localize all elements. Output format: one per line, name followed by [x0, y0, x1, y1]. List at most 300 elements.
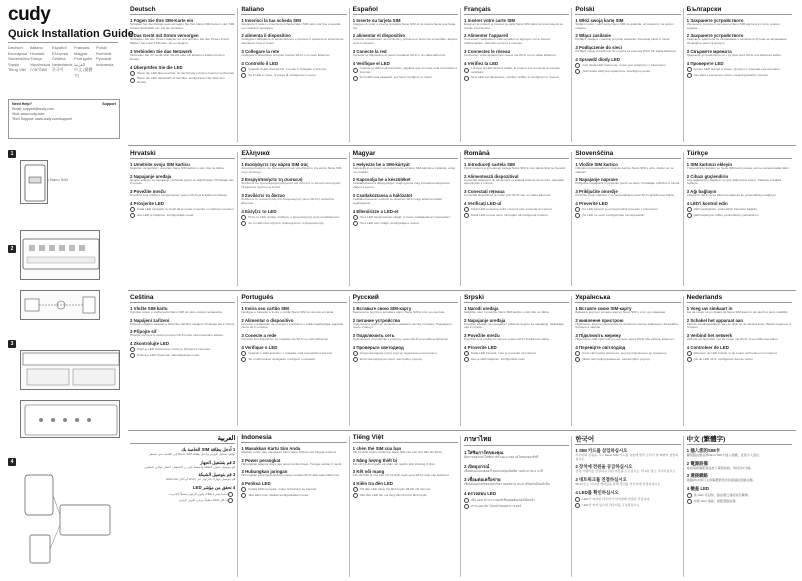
step-title: 3 Подключить сеть: [352, 333, 395, 339]
language-heading-rule: [464, 158, 569, 159]
language-heading: 中文 (繁體字): [686, 436, 726, 443]
language-row: [8, 67, 120, 78]
support-email[interactable]: Email: support@cudy.com: [12, 107, 54, 111]
language-heading: Tiếng Việt: [352, 434, 384, 441]
led-indicator-icon: [353, 68, 358, 73]
language-column: [575, 6, 680, 144]
step-text: Kết nối thiết bị của bạn với bộ định tuyến qua Wi-Fi hoặc cáp Ethernet.: [352, 473, 450, 478]
step-text: Verbinden Sie Ihr Gerät über WLAN oder ein Ethernet-Kabel mit dem Router.: [130, 53, 225, 62]
language-heading-rule: [130, 14, 235, 15]
led-indicator-icon: [687, 67, 692, 72]
led-status-row: [464, 207, 569, 212]
step-text: قم بتوصيل محول الطاقة واضغط على زر التشغيل. انتظر حوالي دقيقتين.: [143, 464, 236, 469]
led-status-text: Pokud je LED zhasnutá, nakonfigurujte router.: [137, 352, 201, 357]
step-title: 3 Collegare la rete: [241, 49, 280, 55]
led-indicator-icon: [687, 499, 692, 504]
led-status-row: [687, 493, 792, 498]
led-status-row: [464, 351, 569, 356]
led-status-row: [353, 357, 458, 362]
step-title: 3 Ağı bağlayın: [686, 189, 717, 195]
language-heading: Türkçe: [686, 150, 708, 157]
led-status-text: Dacă LED-ul este stins, vă rugăm să configurați routerul.: [471, 212, 549, 217]
step-title: 2 alimenta il dispositivo: [241, 33, 291, 39]
language-heading-rule: [687, 444, 792, 445]
led-indicator-icon: [353, 357, 358, 362]
section-divider-3: [128, 430, 796, 431]
led-status-row: [241, 221, 346, 226]
led-indicator-icon: [575, 503, 580, 508]
step-title: 4 LED'i kontrol edin: [686, 201, 728, 207]
step-title: 3 Συνδέστε το δίκτυο: [241, 193, 285, 199]
led-status-row: [130, 492, 235, 497]
step-text: Conectați adaptorul de alimentare și apăsați butonul de pornire. Așteptați aproximativ 2 minute.: [464, 177, 564, 186]
router-led-icon: [21, 401, 121, 439]
step-text: Zet de router uit en plaats de Nano SIM-kaart in de sleuf tot deze vastklikt.: [686, 309, 789, 314]
language-name: [96, 67, 118, 78]
language-name: Indonesia: [96, 61, 114, 67]
language-name: Magyar: [74, 50, 88, 56]
led-status-text: Nếu đèn LED tắt, vui lòng cấu hình bộ định tuyến.: [359, 492, 428, 497]
step-marker-4: 4: [8, 458, 16, 466]
step-text: Απενεργοποιήστε τον δρομολογητή και τοποθετήστε την κάρτα Nano SIM στην υποδοχή.: [241, 165, 342, 174]
led-status-text: Se o LED estiver desligado, configure o roteador.: [248, 356, 316, 361]
step-text: 關閉路由器並將Nano SIM卡插入插槽，直到卡入到位。: [686, 452, 763, 457]
language-column: [353, 434, 458, 579]
step-text: Kết nối bộ đổi nguồn và nhấn nút nguồn. Đợi khoảng 2 phút.: [352, 461, 436, 466]
language-name: Русский: [96, 56, 111, 61]
language-column: [353, 294, 458, 428]
language-heading: Hrvatski: [130, 150, 156, 157]
step-title: 4 Überprüfen Sie die LED: [130, 65, 183, 71]
step-title: 3 Povežite mrežu: [464, 333, 500, 339]
step-text: Spegnere il router e inserire la scheda Nano SIM nello slot fino a quando non scatta in posizione.: [241, 21, 341, 30]
led-status-row: [687, 67, 792, 72]
language-name: ภาษาไทย: [30, 67, 47, 72]
step-title: 1 Insira seu cartão SIM: [241, 305, 289, 311]
led-status-text: إذا كان LED مطفأ، يرجى تكوين الراوتر.: [177, 497, 229, 502]
language-column: [353, 6, 458, 144]
step-title: 2 قم بتشغيل الجهاز: [200, 459, 236, 465]
language-heading-rule: [464, 14, 569, 15]
language-heading-rule: [353, 442, 458, 443]
step-text: Collegare l'adattatore di alimentazione e premere il pulsante di accensione. Attendere circa 2 minuti.: [241, 37, 345, 46]
led-status-row: [241, 215, 346, 220]
step-title: 4 Ελέγξτε το LED: [241, 209, 277, 215]
step-title: 3 เชื่อมต่อเครือข่าย: [464, 477, 501, 483]
led-status-row: [575, 207, 680, 212]
led-status-row: [241, 357, 346, 362]
step-title: 2 Alimentar o dispositivo: [241, 317, 294, 323]
step-text: Povežite adapter za napajanje i pritisnite dugme za napajanje. Sačekajte oko 2 minuta.: [464, 321, 564, 330]
language-column: [130, 6, 235, 144]
led-status-row: [130, 498, 235, 503]
step-text: 通過Wi-Fi或以太網電纜將您的設備連接到路由器。: [686, 478, 756, 483]
language-heading: Indonesia: [241, 434, 272, 441]
step-title: 2 Ενεργοποιήστε τη συσκευή: [241, 177, 303, 183]
led-indicator-icon: [353, 215, 358, 220]
step-text: Conecte su dispositivo al router mediante Wi-Fi o un cable Ethernet.: [352, 53, 447, 58]
column-divider: [571, 436, 572, 577]
language-heading: Português: [241, 294, 274, 301]
step-text: أوقف تشغيل الراوتر وأدخل بطاقة Nano SIM في الفتحة حتى تستقر.: [148, 451, 236, 456]
led-status-text: Ako je LED isključen, konfigurišite ruter.: [471, 356, 526, 361]
language-heading: Srpski: [464, 294, 484, 301]
led-status-text: Όταν το LED ανάψει σταθερά, ο δρομολογητής είναι συνδεδεμένος.: [248, 214, 341, 219]
led-status-text: Jika LED mati, silakan konfigurasikan router.: [248, 492, 310, 497]
router-sim-icon: [21, 161, 49, 205]
led-status-text: Quando il LED diventa blu, il router è collegato a Internet.: [248, 66, 327, 71]
language-column: [575, 150, 680, 288]
led-status-text: Wanneer de LED brandt, is de router verbonden met internet.: [693, 350, 778, 355]
step-title: 4 Periksa LED: [241, 481, 271, 487]
column-divider: [683, 296, 684, 426]
step-text: Podłącz zasilacz i naciśnij przycisk zasilania. Poczekaj około 2 minut.: [575, 37, 671, 42]
step-title: 1 ใส่ซิมการ์ดของคุณ: [464, 449, 504, 455]
led-indicator-icon: [241, 67, 246, 72]
language-heading: Ελληνικά: [241, 150, 270, 157]
led-status-text: Ako LED je isključen, konfigurirajte router.: [137, 212, 195, 217]
step-text: Vypněte router a vložte kartu Nano SIM do slotu, dokud nezapadne.: [130, 309, 223, 314]
step-title: 3 Hubungkan jaringan: [241, 469, 288, 475]
step-title: 4 Verificați LED-ul: [464, 201, 502, 207]
language-column: [464, 434, 569, 579]
step-title: 3 Csatlakoztassa a hálózatot: [352, 193, 413, 199]
title-divider: [8, 42, 118, 43]
step-text: Wyłącz router i włóż kartę Nano SIM do gniazda, aż zaskoczy na swoim miejscu.: [575, 21, 674, 30]
step-text: เชื่อมต่ออุปกรณ์ของคุณกับเราเตอร์ผ่าน Wi-Fi หรือสายอีเธอร์เน็ต: [464, 482, 550, 487]
led-status-row: [575, 497, 680, 502]
language-column: [241, 294, 346, 428]
step-text: เชื่อมต่ออะแดปเตอร์ไฟและกดปุ่มเปิดปิด รอประมาณ 2 นาที: [464, 468, 543, 473]
language-heading: Русский: [352, 294, 379, 301]
language-column: [464, 294, 569, 428]
led-indicator-icon: [130, 213, 135, 218]
step-text: Изключете рутера и поставете Nano SIM картата в слота, докато щракне.: [686, 21, 780, 30]
led-status-text: Ketika LED menyala, router terhubung ke internet.: [248, 486, 318, 491]
led-status-row: [353, 493, 458, 498]
step-text: قم بتوصيل جهازك بالراوتر عبر Wi-Fi أو كابل Ethernet.: [165, 477, 236, 482]
led-status-row: [130, 353, 235, 358]
brand-logo: cudy: [8, 4, 51, 25]
step-text: Připojte zařízení k routeru pomocí Wi-Fi nebo ethernetového kabelu.: [130, 333, 224, 338]
language-heading-rule: [130, 302, 235, 303]
led-status-text: Quando o LED acender, o roteador está conectado à internet.: [248, 350, 333, 355]
step-title: 2 Alimenter l'appareil: [464, 33, 509, 39]
led-status-text: Kada LED zasvetli, ruter je povezan na internet.: [471, 350, 537, 355]
column-divider: [237, 152, 238, 286]
step-title: 2 Power perangkat: [241, 457, 281, 463]
step-title: 1 SIM 카드를 삽입하십시오: [575, 447, 628, 453]
step-text: Csatlakoztassa a tápegységet, majd nyomja meg a bekapcsológombot. Várjon 2 percet.: [352, 181, 451, 190]
language-name: Română: [96, 50, 112, 56]
language-heading-rule: [575, 14, 680, 15]
led-status-row: [241, 73, 346, 78]
led-indicator-icon: [575, 357, 580, 362]
step-title: 2 Das Gerät mit Strom versorgen: [130, 33, 199, 39]
step-title: 1 Narodi uređaja: [464, 305, 499, 311]
language-heading-rule: [687, 302, 792, 303]
led-indicator-icon: [130, 71, 135, 76]
step-title: 3 Conecte la red: [352, 49, 387, 55]
led-indicator-icon: [687, 207, 692, 212]
step-text: Schließen Sie den Power-Adapter an und drücken Sie den Power-Knopf. Warten Sie etwa 2 Minuten, bis es beginnt.: [130, 37, 230, 46]
led-status-row: [353, 76, 458, 81]
language-name: Nederlands: [52, 61, 73, 67]
step-title: 2 Cihazı güçlendirin: [686, 173, 729, 179]
led-status-row: [353, 221, 458, 226]
step-title: 3 Povežite mrežu: [130, 189, 166, 195]
language-heading: Română: [464, 150, 490, 157]
led-status-text: Когда светодиод горит, роутер подключен к интернету.: [359, 350, 438, 355]
led-indicator-icon: [241, 357, 246, 362]
led-indicator-icon: [353, 487, 358, 492]
language-heading-rule: [687, 158, 792, 159]
language-name: 한국어: [52, 67, 64, 72]
step-title: 4 Zkontrolujte LED: [130, 341, 170, 347]
led-indicator-icon: [575, 213, 580, 218]
led-status-text: Se il LED è rosso, si prega di configurare il router.: [248, 72, 317, 77]
language-column: [241, 150, 346, 288]
led-indicator-icon: [464, 68, 469, 73]
led-indicator-icon: [130, 347, 135, 352]
step-title: 1 Helyezze be a SIM-kártyát: [352, 161, 410, 167]
step-text: Povežite svoj uređaj s usmjerivačem putem Wi-Fi-ja ili Ethernet kabela.: [130, 193, 228, 198]
language-column: [130, 150, 235, 288]
column-divider: [460, 296, 461, 426]
step-title: 1 Voeg uw simkaart in: [686, 305, 733, 311]
step-text: Connectez votre appareil au routeur via Wi-Fi ou un câble Ethernet.: [464, 53, 557, 58]
led-status-text: 當 LED 亮起時，路由器已連接到互聯網。: [693, 492, 751, 497]
led-status-text: เมื่อ LED สว่าง เราเตอร์เชื่อมต่ออินเทอร์เน็ตแล้ว: [471, 497, 535, 502]
column-divider: [349, 296, 350, 426]
step-title: 3 قم بتوصيل الشبكة: [198, 472, 236, 478]
led-status-text: Когато LED светне в синьо, рутерът е свързан към интернет.: [693, 66, 781, 71]
step-title: 3 Verbinden Sie das Netzwerk: [130, 49, 192, 55]
step-text: Opriți routerul și introduceți cartela Nano SIM în slot până când se fixează.: [464, 165, 566, 170]
language-heading: Українська: [575, 294, 611, 301]
router-label-illustration: [20, 350, 120, 390]
language-heading: العربية: [217, 435, 236, 442]
language-name: Slovenščina: [8, 56, 30, 61]
column-divider: [460, 436, 461, 577]
led-status-text: Ако LED е изключен, моля, конфигурирайте рутера.: [693, 72, 769, 77]
step-text: Güç adaptörünü bağlayın ve güç düğmesine basın. Yaklaşık 2 dakika bekleyin.: [686, 177, 782, 186]
led-status-text: Si el LED está apagado, por favor configure el router.: [359, 75, 433, 80]
language-heading-rule: [241, 442, 346, 443]
column-divider: [349, 152, 350, 286]
led-status-row: [353, 487, 458, 492]
language-heading: Español: [352, 6, 378, 13]
led-indicator-icon: [241, 73, 246, 78]
step-title: 1 Vložite SIM kartico: [575, 161, 618, 167]
language-column: [130, 294, 235, 428]
language-heading: Slovenščina: [575, 150, 614, 157]
led-status-text: LED yandığında, yönlendirici internete bağlıdır.: [693, 206, 758, 211]
language-heading-rule: [353, 302, 458, 303]
column-divider: [571, 152, 572, 286]
column-divider: [683, 152, 684, 286]
led-indicator-icon: [130, 78, 135, 83]
language-heading: Polski: [575, 6, 595, 13]
step-text: ปิดเราเตอร์และใส่ซิมการ์ด Nano SIM ลงในช่องจนเข้าที่: [464, 454, 539, 459]
step-title: 2 เปิดอุปกรณ์: [464, 463, 490, 469]
step-title: 2 장치에 전원을 공급하십시오: [575, 464, 633, 470]
language-name: Čeština: [52, 56, 66, 61]
led-status-row: [464, 213, 569, 218]
step-title: 4 Kiểm tra đèn LED: [352, 481, 393, 487]
step-text: Csatlakoztassa az eszközt a routerhez Wi-Fi vagy Ethernet kábel segítségével.: [352, 197, 442, 206]
led-indicator-icon: [464, 207, 469, 212]
led-status-row: [687, 73, 792, 78]
language-name: Български: [8, 50, 28, 56]
language-column: [464, 6, 569, 144]
step-title: 4 Provjerite LED: [130, 201, 164, 207]
led-status-row: [575, 213, 680, 218]
step-title: 1 Włóż swoją kartę SIM: [575, 17, 624, 23]
step-text: Вимкніть роутер і вставте картку Nano SIM у слот до клацання.: [575, 309, 666, 314]
led-status-row: [687, 207, 792, 212]
step-title: 1 أدخل بطاقة SIM الخاصة بك: [181, 446, 236, 452]
step-title: 3 Connectez le réseau: [464, 49, 511, 55]
language-name: Deutsch: [8, 45, 23, 50]
led-status-row: [241, 67, 346, 72]
step-title: 2 alimentar el dispositivo: [352, 33, 406, 39]
language-column: [575, 434, 680, 579]
step-text: Conecte seu dispositivo ao roteador via Wi-Fi ou cabo Ethernet.: [241, 337, 329, 342]
step-title: 1 chèn thẻ SIM của bạn: [352, 445, 402, 451]
led-indicator-icon: [687, 73, 692, 78]
step-text: Kapcsolja ki a routert, és helyezze be a Nano SIM-kártyát a nyílásba, amíg nem kattan.: [352, 165, 455, 174]
language-column: [464, 150, 569, 288]
step-title: 2 Napájení zařízení: [130, 317, 170, 323]
led-indicator-icon: [575, 351, 580, 356]
led-indicator-icon: [575, 63, 580, 68]
step-text: Priključite napajalnik in pritisnite gumb za vklop. Počakajte približno 2 minuti.: [575, 181, 681, 186]
network-illustration: [20, 290, 100, 320]
step-title: 4 Ellenőrizze a LED-et: [352, 209, 399, 215]
led-status-row: [575, 357, 680, 362]
led-status-row: [241, 351, 346, 356]
language-name: Türkçe: [30, 56, 43, 61]
led-status-row: [353, 67, 458, 75]
step-title: 2 Alimentează dispozitivul: [464, 173, 519, 179]
led-status-text: Lorsque la LED devient solide, le routeur est connecté au réseau cellulaire.: [471, 66, 560, 74]
step-text: Підключіть адаптер живлення та натисніть кнопку живлення. Зачекайте близько 2 хвилин.: [575, 321, 679, 330]
language-heading-rule: [575, 444, 680, 445]
step-text: Выключите роутер и вставьте карту Nano SIM в слот до щелчка.: [352, 309, 446, 314]
led-status-row: [464, 504, 569, 509]
language-heading: Français: [464, 6, 491, 13]
led-indicator-icon: [241, 351, 246, 356]
led-status-text: Když je LED rozsvícena, router je připojen k internetu.: [137, 346, 211, 351]
led-indicator-icon: [575, 69, 580, 74]
led-indicator-icon: [241, 487, 246, 492]
column-divider: [683, 8, 684, 142]
step-text: 連接電源適配器並按下電源按鈕。等待約2分鐘。: [686, 465, 754, 470]
led-status-row: [687, 351, 792, 356]
led-status-text: Wenn die LED dauerhaft rot leuchtet, konfigurieren Sie bitte den Router.: [137, 76, 225, 84]
column-divider: [349, 436, 350, 577]
language-heading-rule: [241, 14, 346, 15]
step-title: 3 連接網絡: [686, 473, 708, 479]
step-title: 1 Introduceți cartela SIM: [464, 161, 515, 167]
step-text: Подключите устройство к роутеру через Wi-Fi или кабель Ethernet.: [352, 337, 449, 342]
language-heading: Nederlands: [686, 294, 723, 301]
step-text: Collegare il dispositivo al router tramite Wi-Fi o un cavo Ethernet.: [241, 53, 331, 58]
led-status-row: [575, 63, 680, 68]
step-title: 2 Захранете устройството: [686, 33, 744, 39]
led-indicator-icon: [464, 504, 469, 509]
language-column: [687, 434, 792, 579]
step-title: 1 Fügen Sie Ihre SIM-Karte ein: [130, 17, 194, 23]
step-title: 3 Свържете мрежата: [686, 49, 732, 55]
step-text: Desligue o roteador e insira o cartão Nano SIM no slot até encaixar.: [241, 309, 335, 314]
step-title: 2 питание устройства: [352, 317, 400, 323]
language-heading: Magyar: [352, 150, 376, 157]
step-title: 2 Włącz zasilanie: [575, 33, 611, 39]
language-name: Tiếng Việt: [8, 67, 26, 72]
led-status-row: [464, 357, 569, 362]
led-status-row: [130, 77, 235, 85]
support-tech[interactable]: Tech Support: www.cudy.com/support: [12, 117, 72, 121]
step-title: 4 Проверьте светодиод: [352, 345, 404, 351]
language-column: [687, 150, 792, 288]
led-status-text: LED kapalıysa, lütfen yönlendiriciyi yapılandırın.: [693, 212, 760, 217]
step-text: Tắt bộ định tuyến và lắp thẻ Nano SIM vào khe cho đến khi khớp.: [352, 449, 443, 454]
language-name: Italiano: [30, 45, 43, 50]
step-title: 3 Priključite omrežje: [575, 189, 618, 195]
led-status-text: Якщо світлодіод вимкнено, налаштуйте роутер.: [582, 356, 651, 361]
step-title: 1 Masukkan Kartu Sim Anda: [241, 445, 301, 451]
language-list: [8, 45, 120, 78]
step-text: Matikan router dan masukkan kartu Nano SIM ke slot hingga terkunci.: [241, 449, 337, 454]
step-text: Spojite adapter za napajanje i pritisnite gumb za uključivanje. Pričekajte oko 2 minute.: [130, 177, 234, 186]
led-status-text: Als de LED uit is, configureer dan de router.: [693, 356, 754, 361]
step-text: Συνδέστε τη συσκευή σας στο δρομολογητή μέσω Wi-Fi ή καλωδίου Ethernet.: [241, 197, 335, 206]
language-column: [687, 6, 792, 144]
support-website[interactable]: Visit: www.cudy.com: [12, 112, 45, 116]
setup-flow-icon: [20, 465, 120, 570]
step-text: Isključite ruter i umetnite Nano SIM karticu u slot dok ne klikne.: [464, 309, 550, 314]
language-name: Українська: [30, 61, 51, 67]
step-title: 3 Podłączenie do sieci: [575, 45, 622, 51]
step-title: 1 Umetnite svoju SIM karticu: [130, 161, 190, 167]
led-status-text: Când LED-ul devine solid, routerul este conectat la internet.: [471, 206, 553, 211]
step-title: 2 Schakel het apparaat aan: [686, 317, 744, 323]
led-indicator-icon: [687, 351, 692, 356]
step-title: 4 ตรวจสอบ LED: [464, 491, 497, 497]
step-title: 4 Proverite LED: [464, 345, 497, 351]
language-heading: Čeština: [130, 294, 154, 301]
column-divider: [237, 436, 238, 577]
language-heading-rule: [464, 302, 569, 303]
led-status-row: [464, 498, 569, 503]
led-indicator-icon: [130, 207, 135, 212]
step-text: Hubungkan perangkat Anda ke router melalui Wi-Fi atau kabel Ethernet.: [241, 473, 341, 478]
step-text: Connectez l'adaptateur d'alimentation et appuyez sur le bouton d'alimentation. Attendez environ 2 minutes.: [464, 37, 551, 46]
support-label: Support: [102, 102, 116, 106]
led-status-row: [575, 503, 680, 508]
led-indicator-icon: [464, 498, 469, 503]
column-divider: [683, 436, 684, 577]
step-text: Cihazınızı Wi-Fi veya Ethernet kablosu ile yönlendiriciye bağlayın.: [686, 193, 777, 198]
language-name: 中文 (繁體字): [74, 67, 93, 78]
step-title: 1 Vložte SIM kartu: [130, 305, 168, 311]
step-title: 1 Захранете устройството: [686, 17, 744, 23]
step-text: Conecte o adaptador de energia e pressione o botão liga/desliga. Aguarde cerca de 2 minutos.: [241, 321, 344, 330]
led-status-text: Wenn die LED blau leuchtet, ist der Router mit dem Internet verbunden.: [137, 70, 236, 75]
step-text: Hubungkan adaptor daya dan tekan tombol daya. Tunggu sekitar 2 menit.: [241, 461, 343, 466]
